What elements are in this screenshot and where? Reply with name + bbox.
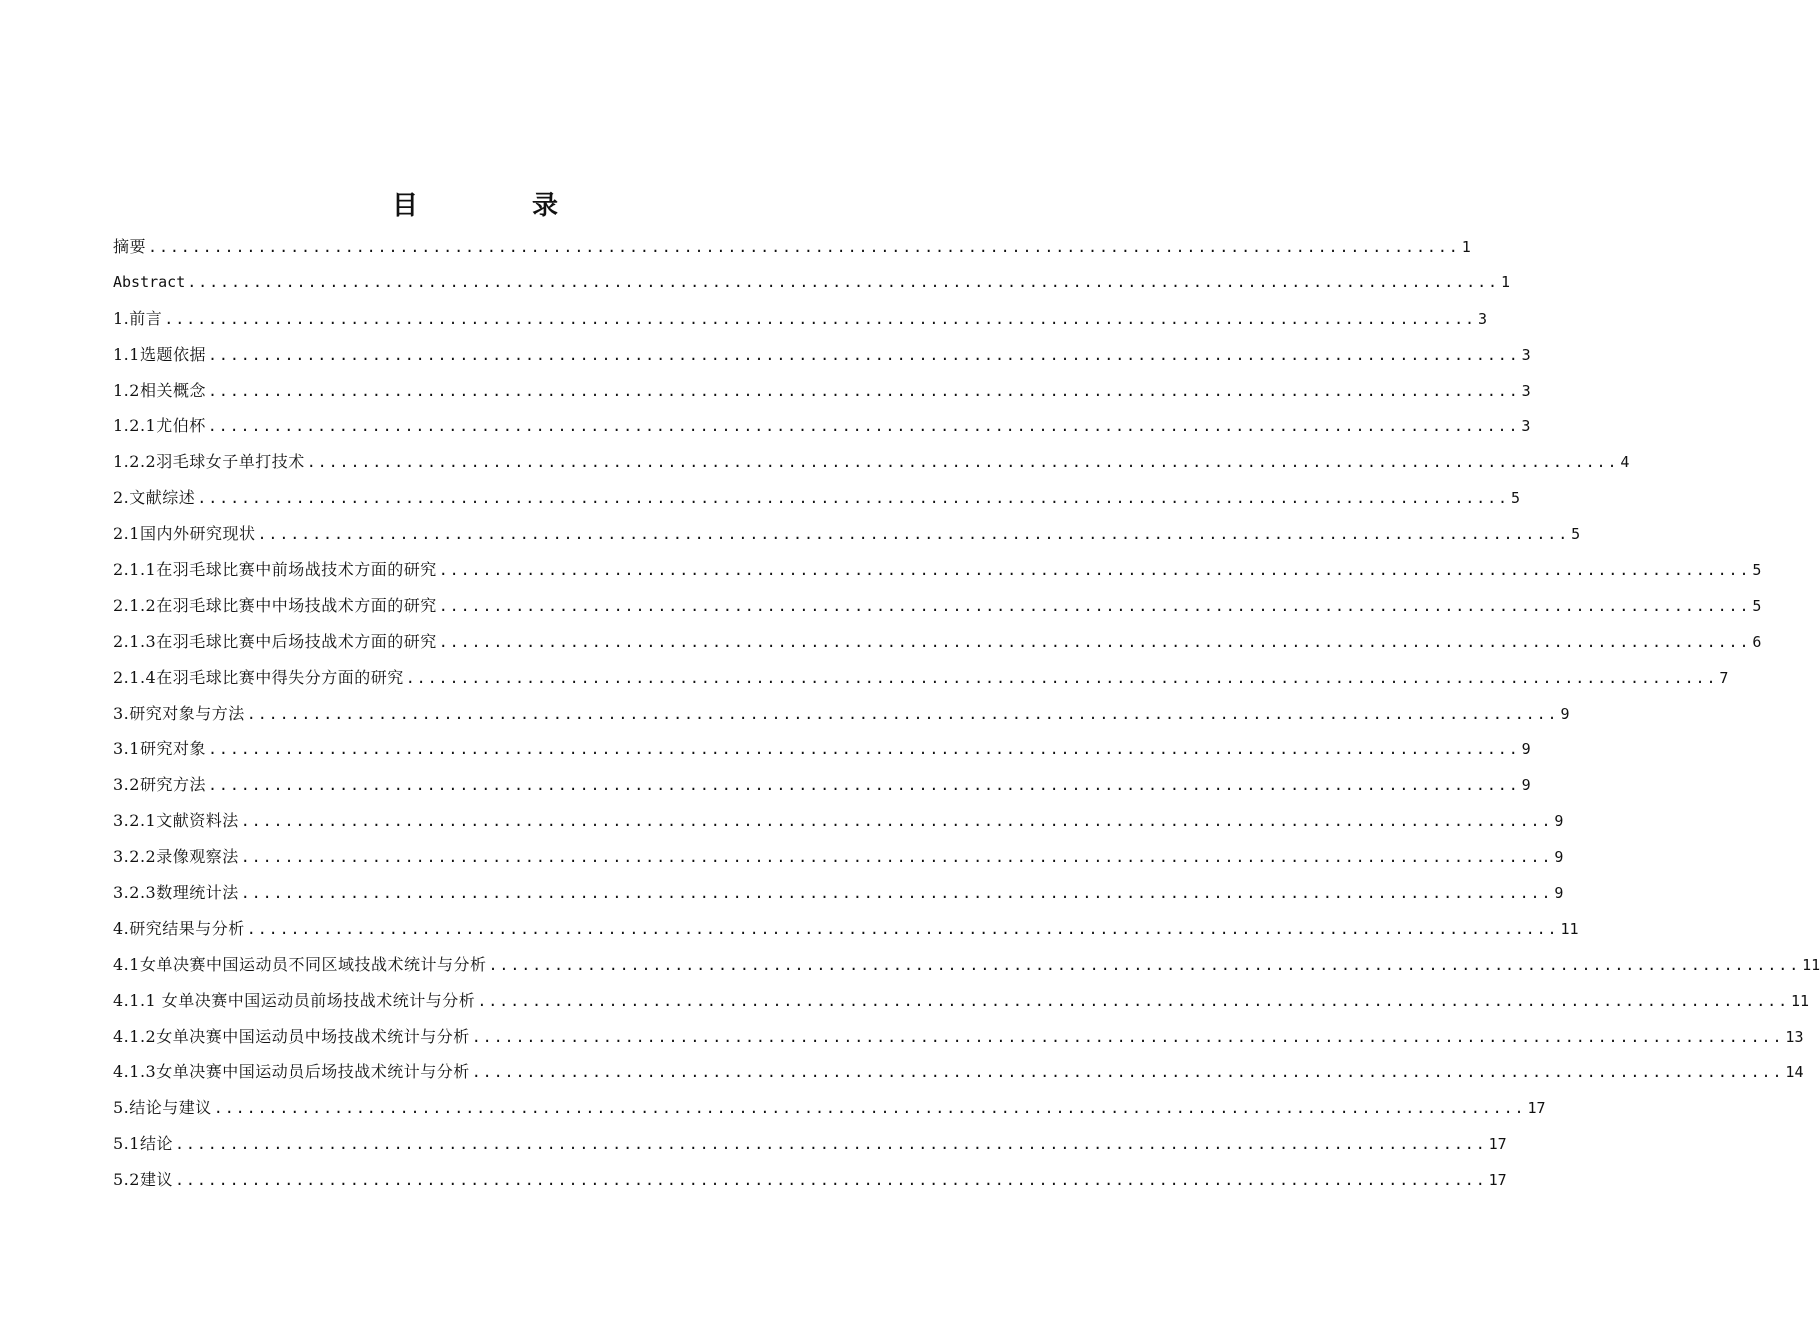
toc-leader-dots: ........................................................................................................................ [213, 1099, 1526, 1118]
toc-leader-dots: ........................................................................................................................ [207, 417, 1520, 436]
toc-entry-page: 11 [1560, 919, 1579, 938]
toc-entry-page: 1 [1461, 238, 1471, 256]
toc-entry-5[interactable] [113, 1090, 1546, 1126]
toc-entry-page: 3 [1521, 417, 1531, 436]
toc-leader-dots: ........................................................................................................................ [207, 740, 1520, 759]
toc-entry-text: 2.1.1在羽毛球比赛中前场战技术方面的研究 [113, 560, 437, 580]
toc-entry-page: 3 [1477, 309, 1488, 328]
toc-entry-3-2-2[interactable] [113, 839, 1564, 875]
toc-leader-dots: ........................................................................................................................ [438, 561, 1751, 580]
toc-entry-text: 1.1选题依据 [113, 344, 206, 364]
toc-leader-dots: ........................................................................................................................ [246, 919, 1559, 938]
toc-entry-page: 9 [1521, 776, 1531, 795]
toc-entry-page: 9 [1554, 884, 1564, 903]
toc-list [113, 229, 1820, 1198]
toc-leader-dots: ........................................................................................................................ [207, 381, 1520, 400]
toc-entry-text: 4.1.3女单决赛中国运动员后场技战术统计与分析 [113, 1062, 470, 1082]
toc-entry-text: 1.2.2羽毛球女子单打技术 [113, 452, 305, 472]
toc-entry-text: 3.1研究对象 [113, 739, 206, 759]
toc-leader-dots: ........................................................................................................................ [438, 632, 1751, 651]
toc-entry-text: Abstract [113, 272, 186, 291]
toc-leader-dots: ........................................................................................................................ [148, 238, 1460, 256]
toc-entry-text: 3.2.1文献资料法 [113, 811, 239, 831]
toc-entry-3-1[interactable] [113, 731, 1531, 767]
toc-entry-text: 4.研究结果与分析 [113, 918, 245, 938]
toc-entry-text: 1.2.1尤伯杯 [113, 416, 206, 436]
toc-entry-page: 5 [1752, 561, 1762, 580]
toc-leader-dots: ........................................................................................................................ [477, 991, 1790, 1010]
toc-entry-1-2-1[interactable] [113, 408, 1531, 444]
toc-entry-text: 3.2.3数理统计法 [113, 883, 239, 903]
toc-leader-dots: ........................................................................................................................ [174, 1171, 1487, 1190]
toc-entry-abstract-en[interactable] [113, 265, 1510, 301]
toc-entry-text: 3.2研究方法 [113, 775, 206, 795]
toc-entry-page: 5 [1510, 489, 1521, 508]
toc-leader-dots: ........................................................................................................................ [207, 345, 1520, 364]
toc-entry-4-1[interactable] [113, 947, 1820, 983]
toc-entry-page: 9 [1560, 704, 1570, 723]
toc-leader-dots: ........................................................................................................................ [197, 489, 1509, 508]
toc-entry-1-2-2[interactable] [113, 444, 1630, 480]
toc-entry-page: 6 [1752, 632, 1762, 651]
toc-entry-page: 5 [1752, 596, 1762, 615]
toc-leader-dots: ........................................................................................................................ [207, 776, 1520, 795]
toc-entry-4-1-3[interactable] [113, 1054, 1804, 1090]
toc-entry-2-1-4[interactable] [113, 660, 1729, 696]
toc-entry-text: 2.1.3在羽毛球比赛中后场技战术方面的研究 [113, 631, 437, 651]
toc-entry-3-2-1[interactable] [113, 803, 1564, 839]
toc-leader-dots: ........................................................................................................................ [240, 812, 1553, 831]
toc-entry-text: 2.1国内外研究现状 [113, 524, 256, 544]
toc-entry-page: 7 [1719, 668, 1729, 687]
toc-leader-dots: ........................................................................................................................ [488, 955, 1801, 974]
toc-entry-2[interactable] [113, 480, 1521, 516]
toc-entry-page: 11 [1802, 955, 1820, 974]
toc-leader-dots: ........................................................................................................................ [187, 272, 1499, 291]
toc-leader-dots: ........................................................................................................................ [240, 884, 1553, 903]
toc-entry-text: 4.1女单决赛中国运动员不同区域技战术统计与分析 [113, 954, 487, 974]
toc-entry-text: 4.1.1 女单决赛中国运动员前场技战术统计与分析 [113, 990, 476, 1010]
toc-entry-4-1-1[interactable] [113, 983, 1810, 1019]
toc-leader-dots: ........................................................................................................................ [405, 668, 1718, 687]
toc-entry-page: 3 [1521, 345, 1531, 364]
toc-entry-text: 5.1结论 [113, 1134, 173, 1154]
toc-entry-page: 3 [1521, 381, 1531, 400]
toc-entry-3-2[interactable] [113, 767, 1531, 803]
toc-leader-dots: ........................................................................................................................ [246, 704, 1559, 723]
toc-entry-text: 1.前言 [113, 308, 163, 328]
toc-leader-dots: ........................................................................................................................ [164, 309, 1476, 328]
toc-entry-text: 5.2建议 [113, 1170, 173, 1190]
toc-entry-text: 2.文献综述 [113, 488, 196, 508]
toc-leader-dots: ........................................................................................................................ [240, 848, 1553, 867]
toc-entry-text: 3.研究对象与方法 [113, 703, 245, 723]
toc-entry-page: 5 [1571, 525, 1581, 544]
toc-entry-page: 1 [1500, 272, 1510, 291]
toc-entry-abstract-cn[interactable] [113, 229, 1471, 265]
toc-entry-text: 4.1.2女单决赛中国运动员中场技战术统计与分析 [113, 1026, 470, 1046]
toc-entry-4-1-2[interactable] [113, 1019, 1804, 1055]
toc-entry-text: 1.2相关概念 [113, 380, 206, 400]
toc-entry-2-1-1[interactable] [113, 552, 1762, 588]
toc-entry-3-2-3[interactable] [113, 875, 1564, 911]
toc-entry-page: 9 [1554, 812, 1564, 831]
toc-entry-page: 9 [1521, 740, 1531, 759]
toc-entry-text: 2.1.2在羽毛球比赛中中场技战术方面的研究 [113, 595, 437, 615]
toc-entry-1[interactable] [113, 301, 1488, 337]
toc-entry-page: 9 [1554, 848, 1564, 867]
toc-leader-dots: ........................................................................................................................ [174, 1135, 1487, 1154]
toc-entry-text: 5.结论与建议 [113, 1098, 212, 1118]
toc-entry-text: 2.1.4在羽毛球比赛中得失分方面的研究 [113, 667, 404, 687]
toc-entry-text: 摘要 [113, 237, 147, 256]
toc-entry-2-1-3[interactable] [113, 624, 1762, 660]
toc-leader-dots: ........................................................................................................................ [471, 1063, 1784, 1082]
toc-entry-page: 17 [1488, 1135, 1507, 1154]
toc-entry-page: 13 [1785, 1027, 1804, 1046]
toc-entry-1-2[interactable] [113, 373, 1531, 409]
toc-entry-page: 11 [1791, 991, 1810, 1010]
toc-leader-dots: ........................................................................................................................ [471, 1027, 1784, 1046]
toc-entry-page: 14 [1785, 1063, 1804, 1082]
toc-entry-4[interactable] [113, 911, 1579, 947]
toc-entry-page: 17 [1488, 1171, 1507, 1190]
toc-leader-dots: ........................................................................................................................ [257, 525, 1570, 544]
toc-entry-text: 3.2.2录像观察法 [113, 847, 239, 867]
toc-entry-2-1-2[interactable] [113, 588, 1762, 624]
toc-entry-3[interactable] [113, 696, 1570, 732]
toc-title: 目 录 [391, 191, 602, 221]
toc-entry-page: 17 [1527, 1099, 1546, 1118]
toc-leader-dots: ........................................................................................................................ [306, 453, 1619, 472]
toc-entry-5-1[interactable] [113, 1126, 1507, 1162]
toc-entry-1-1[interactable] [113, 337, 1531, 373]
toc-leader-dots: ........................................................................................................................ [438, 596, 1751, 615]
toc-entry-page: 4 [1620, 453, 1630, 472]
toc-entry-2-1[interactable] [113, 516, 1581, 552]
toc-entry-5-2[interactable] [113, 1162, 1507, 1198]
